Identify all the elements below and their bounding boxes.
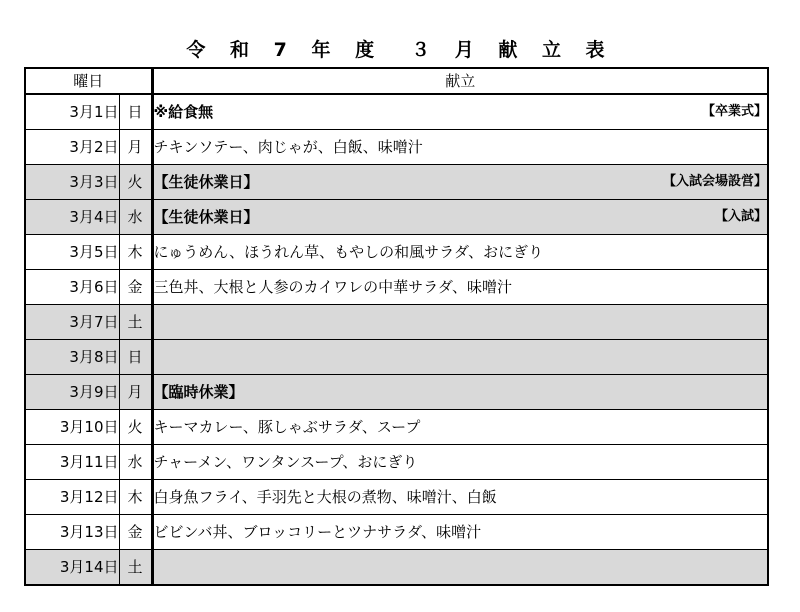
event-note: 【入試会場設営】 xyxy=(662,174,767,189)
table-row xyxy=(25,200,768,235)
menu-text: ビビンバ丼、ブロッコリーとツナサラダ、味噌汁 xyxy=(153,523,482,541)
menu-cell xyxy=(152,340,768,375)
menu-text: キーマカレー、豚しゃぶサラダ、スープ xyxy=(153,418,421,436)
menu-table xyxy=(24,67,769,586)
weekday-cell: 火 xyxy=(119,410,152,445)
weekday-cell: 火 xyxy=(119,165,152,200)
table-row xyxy=(25,445,768,480)
menu-cell xyxy=(152,94,768,130)
menu-cell xyxy=(152,305,768,340)
date-cell: 3月3日 xyxy=(25,165,119,200)
table-header-row xyxy=(25,68,768,94)
table-row xyxy=(25,550,768,586)
menu-text: 【生徒休業日】 xyxy=(153,173,259,191)
table-row xyxy=(25,410,768,445)
menu-text: チャーメン、ワンタンスープ、おにぎり xyxy=(153,453,418,471)
weekday-cell: 土 xyxy=(119,305,152,340)
menu-text: 【生徒休業日】 xyxy=(153,208,259,226)
date-cell: 3月12日 xyxy=(25,480,119,515)
weekday-cell: 木 xyxy=(119,480,152,515)
menu-cell xyxy=(152,165,768,200)
date-cell: 3月9日 xyxy=(25,375,119,410)
header-dow: 曜日 xyxy=(25,68,152,94)
menu-cell xyxy=(152,480,768,515)
weekday-cell: 月 xyxy=(119,375,152,410)
menu-text: チキンソテー、肉じゃが、白飯、味噌汁 xyxy=(153,138,423,156)
table-row xyxy=(25,165,768,200)
weekday-cell: 金 xyxy=(119,515,152,550)
date-cell: 3月8日 xyxy=(25,340,119,375)
date-cell: 3月4日 xyxy=(25,200,119,235)
menu-cell xyxy=(152,130,768,165)
menu-text: 【臨時休業】 xyxy=(153,383,244,401)
page-title: 令 和 7 年 度 ３ 月 献 立 表 xyxy=(186,39,614,61)
date-cell: 3月10日 xyxy=(25,410,119,445)
table-row xyxy=(25,130,768,165)
menu-cell xyxy=(152,550,768,586)
date-cell: 3月14日 xyxy=(25,550,119,586)
weekday-cell: 日 xyxy=(119,340,152,375)
menu-table-body xyxy=(25,94,768,585)
weekday-cell: 水 xyxy=(119,445,152,480)
date-cell: 3月5日 xyxy=(25,235,119,270)
menu-text: 白身魚フライ、手羽先と大根の煮物、味噌汁、白飯 xyxy=(153,488,497,506)
menu-cell xyxy=(152,410,768,445)
date-cell: 3月6日 xyxy=(25,270,119,305)
table-row xyxy=(25,305,768,340)
menu-text: 三色丼、大根と人参のカイワレの中華サラダ、味噌汁 xyxy=(153,278,513,296)
table-row xyxy=(25,515,768,550)
table-row xyxy=(25,235,768,270)
weekday-cell: 水 xyxy=(119,200,152,235)
menu-cell xyxy=(152,200,768,235)
header-menu: 献立 xyxy=(152,68,768,94)
menu-cell xyxy=(152,270,768,305)
weekday-cell: 月 xyxy=(119,130,152,165)
menu-text: ※給食無 xyxy=(153,103,214,121)
table-row xyxy=(25,270,768,305)
date-cell: 3月13日 xyxy=(25,515,119,550)
date-cell: 3月11日 xyxy=(25,445,119,480)
date-cell: 3月2日 xyxy=(25,130,119,165)
weekday-cell: 木 xyxy=(119,235,152,270)
table-row xyxy=(25,375,768,410)
menu-cell xyxy=(152,515,768,550)
event-note: 【入試】 xyxy=(714,209,767,224)
weekday-cell: 土 xyxy=(119,550,152,586)
menu-cell xyxy=(152,445,768,480)
table-row xyxy=(25,480,768,515)
menu-cell xyxy=(152,235,768,270)
date-cell: 3月7日 xyxy=(25,305,119,340)
table-row xyxy=(25,340,768,375)
date-cell: 3月1日 xyxy=(25,94,119,130)
menu-cell xyxy=(152,375,768,410)
weekday-cell: 金 xyxy=(119,270,152,305)
weekday-cell: 日 xyxy=(119,94,152,130)
table-row xyxy=(25,94,768,130)
event-note: 【卒業式】 xyxy=(701,104,767,119)
menu-text: にゅうめん、ほうれん草、もやしの和風サラダ、おにぎり xyxy=(153,243,544,261)
